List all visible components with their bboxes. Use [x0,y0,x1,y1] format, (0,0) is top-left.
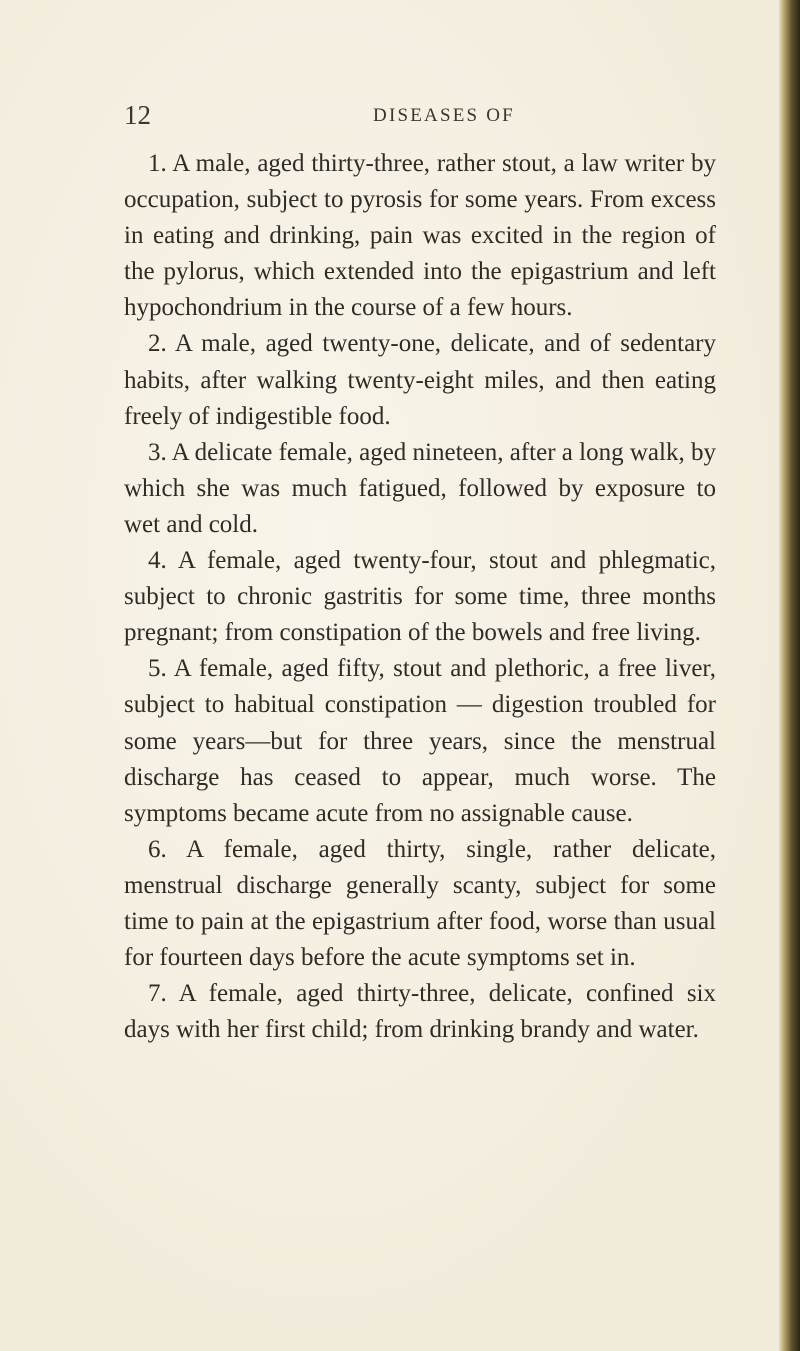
case-6: 6. A female, aged thirty, single, rather delicate, menstrual discharge generally scanty, subject for some time to pain at the epigastrium after food, worse than usual for fourteen days before the acute symptoms set in. [124,835,716,972]
case-3: 3. A delicate female, aged nineteen, after a long walk, by which she was much fatigued, followed by exposure to wet and cold. [124,438,716,538]
page-header [124,100,724,130]
case-5: 5. A female, aged fifty, stout and plethoric, a free liver, subject to habitual constipation — digestion troubled for some years—but for three years, since the menstrual discharge has ceased to appear, much worse. The symptoms became acute from no assignable cause. [124,655,716,827]
case-4: 4. A female, aged twenty-four, stout and phlegmatic, subject to chronic gastritis for some time, three months pregnant; from constipation of the bowels and free living. [124,547,716,647]
page-number: 12 [124,100,151,130]
body-text [124,146,716,1048]
running-head: DISEASES OF [373,105,515,126]
case-7: 7. A female, aged thirty-three, delicate, confined six days with her first child; from drinking brandy and water. [124,980,716,1044]
case-2: 2. A male, aged twenty-one, delicate, and of sedentary habits, after walking twenty-eight miles, and then eating freely of indigestible food. [124,330,716,430]
case-1: 1. A male, aged thirty-three, rather stout, a law writer by occupation, subject to pyrosis for some years. From excess in eating and drinking, pain was excited in the region of the pylorus, which extended into the epigastrium and left hypochondrium in the course of a few hours. [124,150,716,322]
book-binding-edge [782,0,800,1351]
